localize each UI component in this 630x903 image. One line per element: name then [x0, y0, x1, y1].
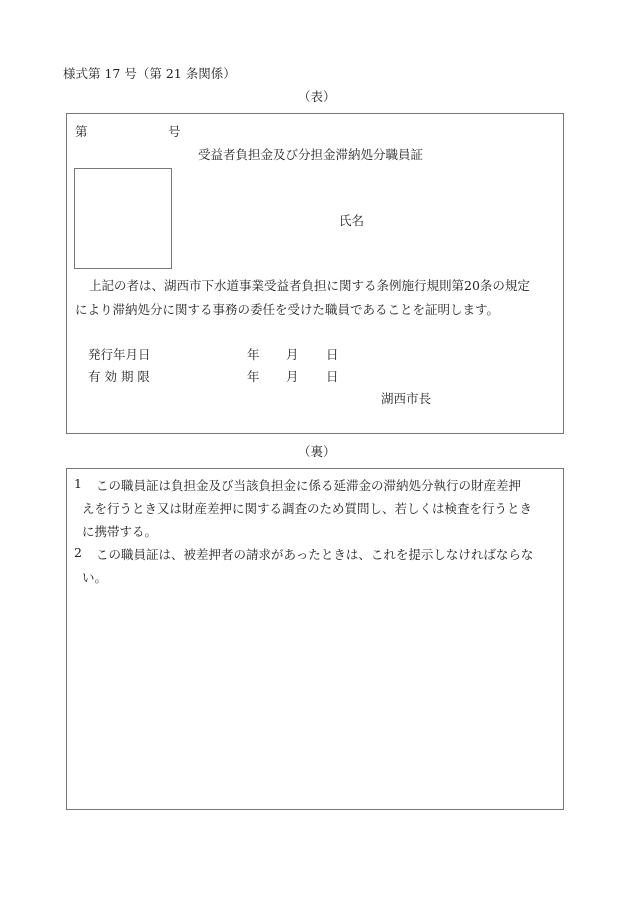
front-card — [66, 113, 564, 434]
item-1-line-2: えを行うとき又は財産差押に関する調査のため質問し、若しくは検査を行うとき — [82, 501, 533, 516]
issue-day: 日 — [326, 347, 339, 362]
front-side-label: （表） — [298, 89, 336, 104]
photo-placeholder — [74, 168, 172, 269]
item-1-line-3: に携帯する。 — [82, 524, 158, 539]
issue-month: 月 — [286, 347, 299, 362]
item-2-line-2: い。 — [82, 570, 108, 585]
expiry-label: 有 効 期 限 — [88, 369, 150, 384]
expiry-day: 日 — [326, 369, 339, 384]
item-2-line-1: この職員証は、被差押者の請求があったときは、これを提示しなければならな — [96, 547, 534, 562]
certification-line-2: により滞納処分に関する事務の委任を受けた職員であることを証明します。 — [75, 302, 500, 317]
card-title: 受益者負担金及び分担金滞納処分職員証 — [198, 147, 424, 162]
name-label: 氏名 — [339, 213, 365, 228]
issuer: 湖西市長 — [381, 391, 432, 406]
item-1-line-1: この職員証は負担金及び当該負担金に係る延滞金の滞納処分執行の財産差押 — [96, 478, 522, 493]
item-1-number: 1 — [74, 476, 82, 491]
number-prefix: 第 — [75, 124, 88, 139]
expiry-month: 月 — [286, 369, 299, 384]
issue-date-label: 発行年月日 — [88, 347, 151, 362]
expiry-year: 年 — [247, 369, 260, 384]
item-2-number: 2 — [74, 545, 82, 560]
certification-line-1: 上記の者は、湖西市下水道事業受益者負担に関する条例施行規則第20条の規定 — [89, 278, 530, 293]
issue-year: 年 — [247, 347, 260, 362]
back-card — [66, 468, 564, 810]
back-side-label: （裏） — [298, 444, 336, 459]
form-label: 様式第 17 号（第 21 条関係） — [63, 66, 236, 81]
number-suffix: 号 — [168, 124, 181, 139]
